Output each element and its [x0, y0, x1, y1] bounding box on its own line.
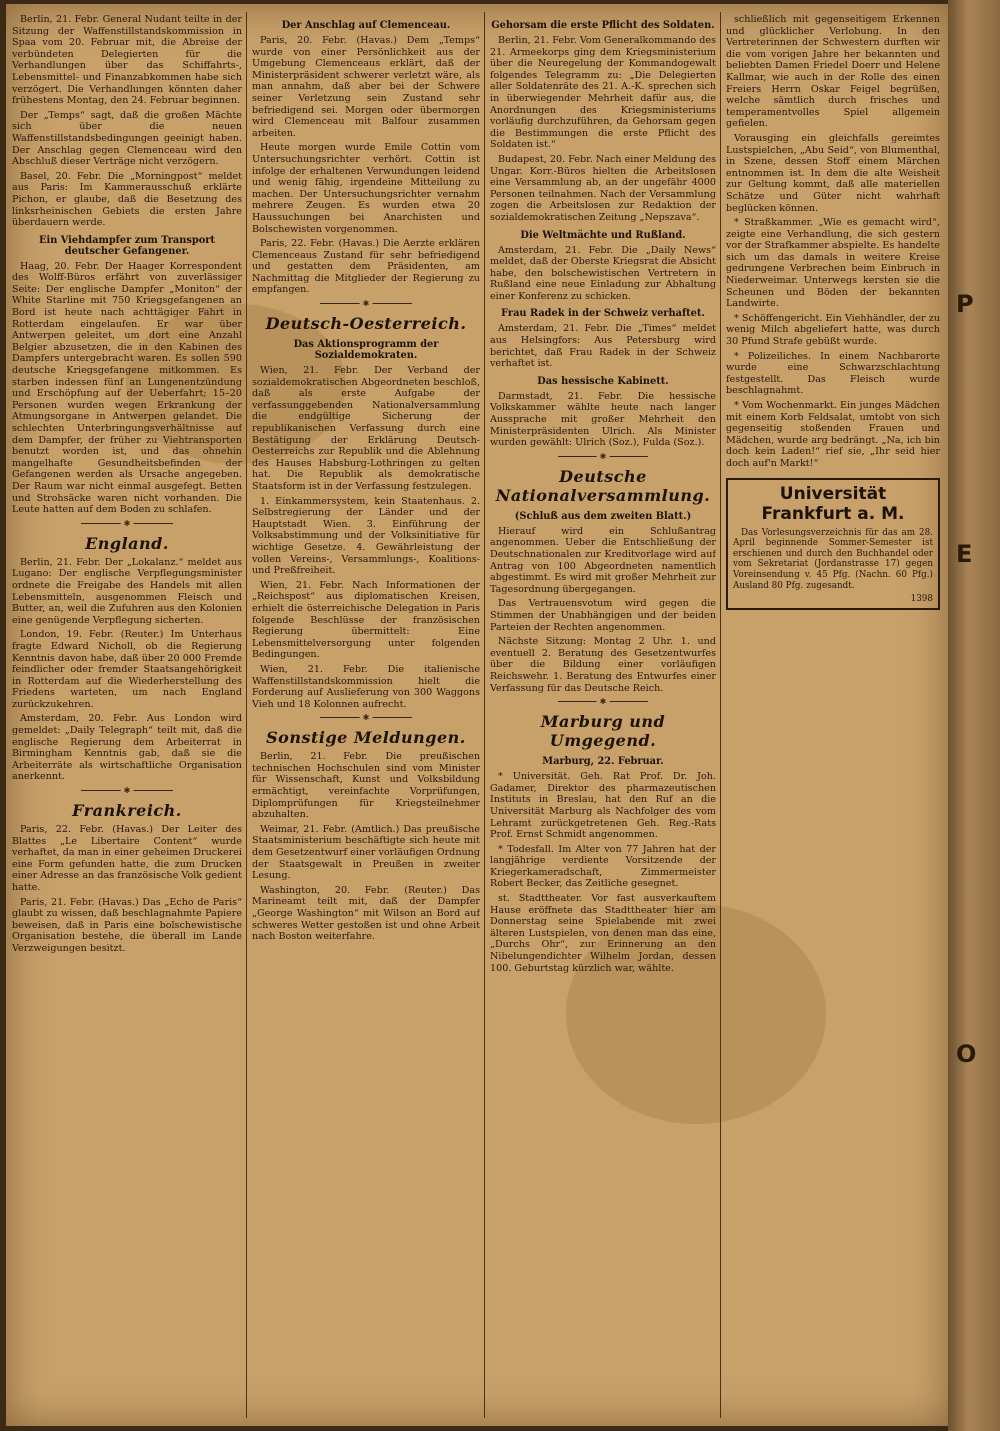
- article-paragraph: Paris, 22. Febr. (Havas.) Der Leiter des Blattes „Le Libertaire Content“ wurde verhaftet, da man in einer geheimen Druckerei eine Form gefunden hatte, die zum Drucken einer Adresse an das französische Volk gedient hatte.: [12, 824, 242, 893]
- edge-letter: E: [956, 540, 973, 568]
- article-subheading: Das Aktionsprogramm der Sozialdemokraten.: [293, 339, 439, 362]
- article-paragraph: London, 19. Febr. (Reuter.) Im Unterhaus fragte Edward Nicholl, ob die Regierung Kenntnis davon habe, daß über 20 000 Fremde feindlicher oder fremder Staatsangehörigkeit in Rotterdam auf die Wiederherstellung des Friedens warteten, um nach England zurückzukehren.: [12, 629, 242, 710]
- section-heading-marburg: Marburg und Umgegend.: [540, 712, 666, 751]
- article-paragraph: Berlin, 21. Febr. Vom Generalkommando des 21. Armeekorps ging dem Kriegsministerium über die Neuregelung der Kommandogewalt folgendes Telegramm zu: „Die Delegierten aller Soldatenräte des 21. A.-K. sprechen sich in überwiegender Mehrheit dafür aus, die Anordnungen des Kriegsministeriums vorläufig durchzuführen, da Gehorsam gegen die Bestimmungen die erste Pflicht des Soldaten ist.“: [490, 35, 716, 151]
- separator: ✱: [12, 519, 242, 528]
- ad-number: 1398: [910, 594, 933, 605]
- separator: ✱: [252, 713, 480, 722]
- separator: ✱: [252, 299, 480, 308]
- column-rule: [484, 12, 485, 1418]
- article-paragraph: Paris, 20. Febr. (Havas.) Dem „Temps“ wurde von einer Persönlichkeit aus der Umgebung Clemenceaus erklärt, daß der Ministerpräsident schwerer verletzt wäre, als man annahm, daß aber bei der Schwere seiner Verletzung sein Zustand sehr befriedigend sei. Morgen oder übermorgen wird Clemenceau mit Balfour zusammen arbeiten.: [252, 35, 480, 139]
- article-heading: Gehorsam die erste Pflicht des Soldaten.: [491, 20, 715, 31]
- article-paragraph: Vorausging ein gleichfalls gereimtes Lustspielchen, „Abu Seid“, von Blumenthal, in Szene, dessen Stoff einem Märchen entnommen ist. In dem die alte Weisheit zur Geltung kommt, daß alle materiellen Schätze und Güter nicht wahrhaft beglücken können.: [726, 132, 940, 214]
- section-heading-frankreich: Frankreich.: [72, 801, 182, 821]
- ad-title: Universität Frankfurt a. M.: [761, 483, 905, 524]
- article-paragraph: Weimar, 21. Febr. (Amtlich.) Das preußische Staatsministerium beschäftigte sich heute mit dem Gesetzentwurf einer vorläufigen Ordnung der Staatsgewalt in Preußen in zweiter Lesung.: [252, 823, 480, 882]
- separator: ✱: [12, 786, 242, 795]
- article-paragraph: * Vom Wochenmarkt. Ein junges Mädchen mit einem Korb Feldsalat, umtobt von sich gegenseitig stoßenden Frauen und Mädchen, wurde arg bedrängt. „Na, ich bin doch kein Laden!“ rief sie, „Ihr seid hier doch auf'n Markt!“: [726, 400, 940, 469]
- article-paragraph: * Todesfall. Im Alter von 77 Jahren hat der langjährige verdiente Vorsitzende der Kriegerkameradschaft, Zimmermeister Robert Becker, das Zeitliche gesegnet.: [490, 843, 716, 890]
- article-paragraph: Der „Temps“ sagt, daß die großen Mächte sich über die neuen Waffenstillstandsbedingungen geeinigt haben. Der Anschlag gegen Clemenceau wird den Abschluß dieser Verträge nicht verzögern.: [12, 109, 242, 168]
- article-paragraph: Amsterdam, 21. Febr. Die „Times“ meldet aus Helsingfors: Aus Petersburg wird berichtet, daß Frau Radek in der Schweiz verhaftet ist.: [490, 323, 716, 370]
- article-paragraph: Haag, 20. Febr. Der Haager Korrespondent des Wolff-Büros erfährt von zuverlässiger Seite: Der englische Dampfer „Moniton“ der White Starline mit 750 Kriegsgefangenen an Bord ist heute nach achttägiger Fahrt in Rotterdam eingelaufen. Er war über Antwerpen geleitet, um dort eine Anzahl Belgier abzusetzen, die in den Kabinen des Dampfers untergebracht waren. Es sollen 590 deutsche Kriegsgefangene mitkommen. Es starben indessen fünf an Lungenentzündung und Erschöpfung auf der Ueberfahrt; 15–20 Personen wurden wegen Erkrankung der Atmungsorgane in Antwerpen gelandet. Die schlechten Unterbringungsverhältnisse auf dem Dampfer, der früher zu Viehtransporten benutzt worden ist, und das ohnehin mangelhafte Gesundheitsbefinden der Gefangenen werden als Ursache angegeben. Der Raum war nicht einmal ausgefegt. Betten und Strohsäcke waren nicht vorhanden. Die Leute hatten auf dem Boden zu schlafen.: [12, 260, 242, 516]
- article-paragraph: Wien, 21. Febr. Nach Informationen der „Reichspost“ aus diplomatischen Kreisen, erhielt die österreichische Delegation in Paris folgende Beschlüsse der französischen Regierung übermittelt: Eine Lebensmittelversorgung unter folgenden Bedingungen.: [252, 579, 480, 661]
- article-paragraph: st. Stadttheater. Vor fast ausverkauftem Hause eröffnete das Stadttheater hier am Donnerstag seine Spielabende mit zwei älteren Lustspielen, von denen man das eine, „Durchs Ohr“, zur Erinnerung an den Nibelungendichter Wilhelm Jordan, dessen 100. Geburtstag kürzlich war, wählte.: [490, 893, 716, 974]
- section-heading-england: England.: [85, 533, 169, 553]
- article-paragraph: Berlin, 21. Febr. General Nudant teilte in der Sitzung der Waffenstillstandskommission in Spaa vom 20. Februar mit, die Abreise der verbündeten Delegierten für die Verhandlungen über das Schiffahrts-, Lebensmittel- und Finanzabkommen habe sich verzögert. Die Verhandlungen könnten daher frühestens Montag, den 24. Februar beginnen.: [12, 14, 242, 107]
- column-3: [490, 14, 716, 1416]
- adjacent-page-edge: [948, 0, 1000, 1431]
- article-paragraph: Heute morgen wurde Emile Cottin vom Untersuchungsrichter verhört. Cottin ist infolge der erhaltenen Verwundungen leidend und wenig fähig, irgendeine Mitteilung zu machen. Der Untersuchungsrichter vernahm mehrere Zeugen. Es wurden etwa 20 Haussuchungen bei Anarchisten und Bolschewisten vorgenommen.: [252, 142, 480, 235]
- advertisement-universitaet-frankfurt: [726, 478, 940, 611]
- article-heading: Der Anschlag auf Clemenceau.: [281, 20, 451, 31]
- column-2: [252, 14, 480, 1416]
- article-paragraph: Berlin, 21. Febr. Der „Lokalanz.“ meldet aus Lugano: Der englische Verpflegungsminister ordnete die Freigabe des Handels mit allen Lebensmitteln, ausgenommen Fleisch und Butter, an, weil die Zufuhren aus den Kolonien eine genügende Verpflegung sicherten.: [12, 556, 242, 626]
- section-heading-deutsch-oesterreich: Deutsch-Oesterreich.: [265, 314, 467, 334]
- article-paragraph: Budapest, 20. Febr. Nach einer Meldung des Ungar. Korr.-Büros hielten die Arbeitslosen eine Versammlung ab, an der ungefähr 4000 Personen teilnahmen. Nach der Versammlung zogen die Arbeitslosen zur Redaktion der sozialdemokratischen Zeitung „Nepszava“.: [490, 153, 716, 223]
- column-rule: [246, 12, 247, 1418]
- column-rule: [720, 12, 721, 1418]
- separator: ✱: [490, 697, 716, 706]
- article-heading: Frau Radek in der Schweiz verhaftet.: [501, 308, 705, 320]
- article-paragraph: Basel, 20. Febr. Die „Morningpost“ meldet aus Paris: Im Kammerausschuß erklärte Pichon, er glaube, daß die Besetzung des linksrheinischen Gebiets die ersten Jahre überdauern werde.: [12, 170, 242, 229]
- edge-letter: O: [956, 1040, 977, 1068]
- article-paragraph: Berlin, 21. Febr. Die preußischen technischen Hochschulen sind vom Minister für Wissenschaft, Kunst und Volksbildung ermächtigt, vereinfachte Vorprüfungen, Diplomprüfungen für Kriegsteilnehmer abzuhalten.: [252, 751, 480, 821]
- article-paragraph: Das Vertrauensvotum wird gegen die Stimmen der Unabhängigen und der beiden Parteien der Rechten angenommen.: [490, 598, 716, 633]
- article-paragraph: schließlich mit gegenseitigem Erkennen und glücklicher Verlobung. In den Vertreterinnen der Schwestern durften wir die vom vorigen Jahre her bekannten und beliebten Damen Friedel Doerr und Helene Kallmar, wie auch in der Rolle des einen Freiers Herrn Oskar Feigel begrüßen, welche sämtlich durch frisches und temperamentvolles Spiel allgemein gefielen.: [726, 14, 940, 130]
- article-heading: Ein Viehdampfer zum Transport deutscher Gefangener.: [39, 234, 215, 257]
- article-paragraph: Amsterdam, 20. Febr. Aus London wird gemeldet: „Daily Telegraph“ teilt mit, daß die englische Regierung dem Arbeiterrat in Birmingham Kenntnis gab, daß sie die Arbeiterräte als wirtschaftliche Organisation anerkennt.: [12, 713, 242, 783]
- ad-text: Das Vorlesungsverzeichnis für das am 28. April beginnende Sommer-Semester ist erschienen und durch den Buchhandel oder vom Sekretariat (Jordanstrasse 17) gegen Voreinsendung v. 45 Pfg. (Nachn. 60 Pfg.) Ausland 80 Pfg. zugesandt.: [733, 527, 933, 591]
- article-paragraph: Paris, 22. Febr. (Havas.) Die Aerzte erklären Clemenceaus Zustand für sehr befriedigend und gestatten dem Präsidenten, am Nachmittag die Mitglieder der Regierung zu empfangen.: [252, 238, 480, 296]
- newspaper-page: [6, 4, 948, 1426]
- article-paragraph: Amsterdam, 21. Febr. Die „Daily News“ meldet, daß der Oberste Kriegsrat die Absicht habe, den bolschewistischen Vertretern in Rußland eine neue Einladung zur Abhaltung einer Konferenz zu schicken.: [490, 244, 716, 302]
- section-heading-sonstige: Sonstige Meldungen.: [266, 728, 466, 748]
- article-paragraph: Washington, 20. Febr. (Reuter.) Das Marineamt teilt mit, daß der Dampfer „George Washington“ mit Wilson an Bord auf schweres Wetter gestoßen ist und ohne Arbeit nach Boston weiterfahre.: [252, 884, 480, 943]
- article-paragraph: Wien, 21. Febr. Die italienische Waffenstillstandskommission hielt die Forderung auf Auslieferung von 300 Waggons Vieh und 18 Kolonnen aufrecht.: [252, 663, 480, 710]
- article-paragraph: Nächste Sitzung: Montag 2 Uhr. 1. und eventuell 2. Beratung des Gesetzentwurfes über die Bildung einer vorläufigen Reichswehr. 1. Beratung des Entwurfes einer Verfassung für das Deutsche Reich.: [490, 636, 716, 694]
- dateline: Marburg, 22. Februar.: [542, 756, 664, 768]
- column-1: [12, 14, 242, 1416]
- column-4: [726, 14, 940, 1416]
- separator: ✱: [490, 452, 716, 461]
- article-heading: Die Weltmächte und Rußland.: [520, 229, 686, 241]
- article-paragraph: * Polizeiliches. In einem Nachbarorte wurde eine Schwarzschlachtung festgestellt. Das Fleisch wurde beschlagnahmt.: [726, 350, 940, 397]
- article-heading: Das hessische Kabinett.: [537, 375, 669, 387]
- edge-letter: P: [956, 290, 974, 318]
- article-paragraph: * Universität. Geh. Rat Prof. Dr. Joh. Gadamer, Direktor des pharmazeutischen Instituts in Breslau, hat den Ruf an die Universität Marburg als Nachfolger des vom Lehramt zurückgetretenen Geh. Reg.-Rats Prof. Ernst Schmidt angenommen.: [490, 771, 716, 841]
- article-paragraph: 1. Einkammersystem, kein Staatenhaus. 2. Selbstregierung der Länder und der Hauptstadt Wien. 3. Einführung der Volksabstimmung und der Volksinitiative für wichtige Gesetze. 4. Gewährleistung der vollen Vereins-, Versammlungs-, Koalitions- und Preßfreiheit.: [252, 495, 480, 577]
- article-paragraph: Darmstadt, 21. Febr. Die hessische Volkskammer wählte heute nach langer Aussprache mit großer Mehrheit den Ministerpräsidenten Ulrich. Als Minister wurden gewählt: Ulrich (Soz.), Fulda (Soz.).: [490, 390, 716, 449]
- article-paragraph: * Schöffengericht. Ein Viehhändler, der zu wenig Milch abgeliefert hatte, was durch 30 Pfund Strafe gebüßt wurde.: [726, 312, 940, 348]
- article-paragraph: Wien, 21. Febr. Der Verband der sozialdemokratischen Abgeordneten beschloß, daß als erste Aufgabe der verfassunggebenden Nationalversammlung die endgültige Sicherung der republikanischen Verfassung durch eine Bestätigung der Erklärung Deutsch-Oesterreichs zur Republik und die Ablehnung des Hauses Habsburg-Lothringen zu gelten hat. Die Republik als demokratische Staatsform ist in der Verfassung festzulegen.: [252, 365, 480, 492]
- article-paragraph: Paris, 21. Febr. (Havas.) Das „Echo de Paris“ glaubt zu wissen, daß beschlagnahmte Papiere beweisen, daß in Paris eine bolschewistische Organisation bestehe, die überall im Lande Verzweigungen besitzt.: [12, 896, 242, 954]
- article-paragraph: Hierauf wird ein Schlußantrag angenommen. Ueber die Entschließung der Deutschnationalen zur Kreditvorlage wird auf Antrag von 100 Abgeordneten namentlich abgestimmt. Es wird mit großer Mehrheit zur Tagesordnung übergegangen.: [490, 525, 716, 595]
- article-paragraph: * Straßkammer. „Wie es gemacht wird“, zeigte eine Verhandlung, die sich gestern vor der Strafkammer abspielte. Es handelte sich um das damals in weitere Kreise gedrungene Verbrechen beim Einbruch in Niederweimar. Unterwegs kersten sie die Scheunen und Böden der bekannten Landwirte.: [726, 217, 940, 310]
- article-subheading: (Schluß aus dem zweiten Blatt.): [514, 510, 692, 522]
- section-heading-nationalversammlung: Deutsche Nationalversammlung.: [495, 466, 711, 505]
